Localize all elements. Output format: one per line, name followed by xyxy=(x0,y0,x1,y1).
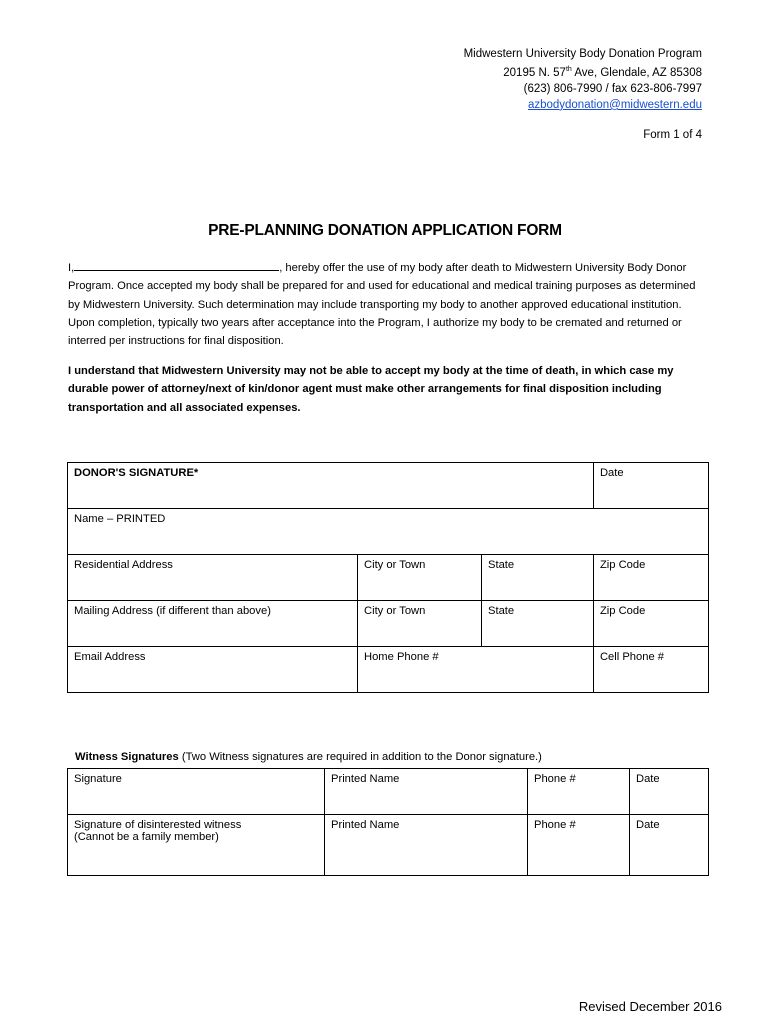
page-title: PRE-PLANNING DONATION APPLICATION FORM xyxy=(208,222,562,239)
witness2-signature-field[interactable]: Signature of disinterested witness (Cannot be a family member) xyxy=(68,815,325,876)
witness2-phone-field[interactable]: Phone # xyxy=(528,815,630,876)
mailing-city-field[interactable]: City or Town xyxy=(358,601,482,647)
email-address-field[interactable]: Email Address xyxy=(68,647,358,693)
org-address: 20195 N. 57th Ave, Glendale, AZ 85308 xyxy=(503,66,702,79)
name-printed-field[interactable]: Name – PRINTED xyxy=(68,509,709,555)
donor-signature-field[interactable]: DONOR'S SIGNATURE* xyxy=(68,463,594,509)
witness2-date-field[interactable]: Date xyxy=(630,815,709,876)
witness1-name-field[interactable]: Printed Name xyxy=(325,769,528,815)
org-phone: (623) 806-7990 / fax 623-806-7997 xyxy=(523,82,702,95)
home-phone-field[interactable]: Home Phone # xyxy=(358,647,594,693)
residential-state-field[interactable]: State xyxy=(482,555,594,601)
witness1-date-field[interactable]: Date xyxy=(630,769,709,815)
witness2-name-field[interactable]: Printed Name xyxy=(325,815,528,876)
witness-table xyxy=(67,768,709,876)
mailing-address-field[interactable]: Mailing Address (if different than above) xyxy=(68,601,358,647)
residential-zip-field[interactable]: Zip Code xyxy=(593,555,708,601)
residential-address-field[interactable]: Residential Address xyxy=(68,555,358,601)
form-number: Form 1 of 4 xyxy=(643,129,702,141)
header-block xyxy=(464,46,702,113)
donor-info-table xyxy=(67,462,709,693)
donor-name-blank[interactable] xyxy=(74,259,279,271)
intro-paragraph: I, , hereby offer the use of my body after death to Midwestern University Body Donor Program. Once accepted my body shall be prepared for and used for educational and medical training purposes as determined by Midwestern University. Such determination may include transporting my body to another approved educational institution. Upon completion, typically two years after acceptance into the Program, I authorize my body to be cremated and returned or interred per instructions for final disposition. xyxy=(68,259,708,350)
residential-city-field[interactable]: City or Town xyxy=(358,555,482,601)
revision-footer: Revised December 2016 xyxy=(578,999,722,1014)
mailing-zip-field[interactable]: Zip Code xyxy=(593,601,708,647)
witness1-phone-field[interactable]: Phone # xyxy=(528,769,630,815)
notice-paragraph: I understand that Midwestern University may not be able to accept my body at the time of death, in which case my durable power of attorney/next of kin/donor agent must make other arrangements for final disposition including transportation and all associated expenses. xyxy=(68,365,674,414)
witness-caption: Witness Signatures (Two Witness signatures are required in addition to the Donor signature.) xyxy=(75,751,542,763)
cell-phone-field[interactable]: Cell Phone # xyxy=(593,647,708,693)
email-link[interactable]: azbodydonation@midwestern.edu xyxy=(527,98,702,111)
witness1-signature-field[interactable]: Signature xyxy=(68,769,325,815)
org-name: Midwestern University Body Donation Program xyxy=(463,48,702,60)
donor-date-field[interactable]: Date xyxy=(593,463,708,509)
mailing-state-field[interactable]: State xyxy=(482,601,594,647)
